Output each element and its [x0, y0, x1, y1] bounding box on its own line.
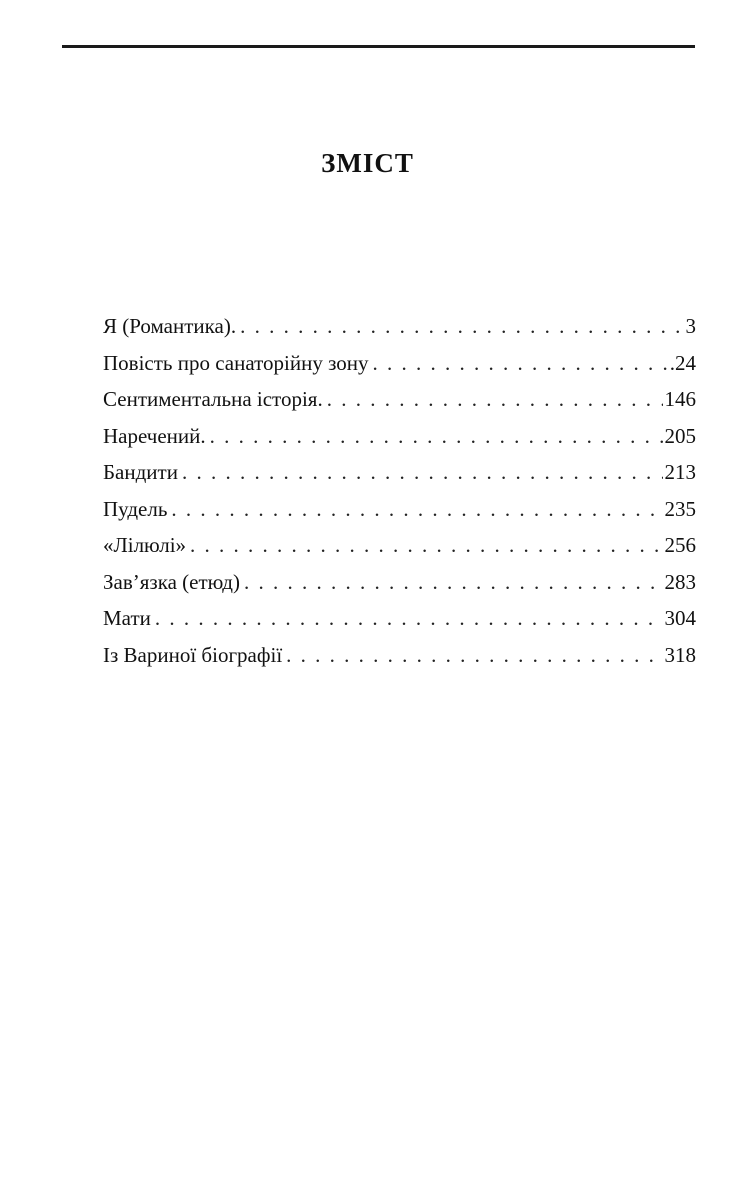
toc-leader-dots — [327, 389, 663, 410]
toc-entry-page: 304 — [664, 606, 696, 630]
toc-entry-page: 205 — [664, 423, 696, 448]
toc-leader-dots — [210, 426, 663, 447]
toc-entry — [103, 423, 696, 463]
page-title: ЗМІСТ — [321, 148, 414, 178]
toc-entry-page: 146 — [664, 387, 696, 411]
toc-entry-title: Пудель — [103, 496, 168, 521]
toc-entry-page: 213 — [664, 460, 696, 484]
toc-entry-title: Із Вариної біографії — [103, 642, 283, 667]
toc-leader-dots — [182, 462, 663, 483]
toc-leader-dots — [171, 499, 662, 520]
toc-entry-title: «Лілюлі» — [103, 533, 187, 557]
header-rule — [62, 45, 695, 48]
toc-entry-title: Сентиментальна історія. — [103, 387, 323, 411]
toc-leader-dots — [155, 608, 663, 629]
toc-entry-title: Мати — [103, 606, 151, 630]
toc-entry — [103, 608, 696, 645]
toc-entry-title: Бандити — [103, 460, 178, 484]
toc-entry-page: 235 — [664, 496, 696, 521]
toc-entry — [103, 496, 696, 536]
toc-entry-page: 318 — [664, 642, 696, 667]
toc-entry — [103, 316, 696, 353]
toc-leader-dots — [286, 645, 662, 666]
toc-entry-title: Наречений. — [103, 423, 206, 448]
toc-leader-dots — [240, 316, 683, 337]
toc-entry — [103, 389, 696, 426]
toc-entry-page: 3 — [685, 314, 696, 338]
toc-entry — [103, 569, 696, 609]
toc-entry-title: Я (Романтика). — [103, 314, 237, 338]
toc-entry — [103, 462, 696, 499]
toc-leader-dots — [373, 353, 668, 374]
toc-entry-page: 256 — [664, 533, 696, 557]
table-of-contents — [103, 316, 696, 681]
toc-leader-dots — [190, 535, 662, 556]
toc-entry — [103, 642, 696, 682]
toc-entry — [103, 350, 696, 390]
toc-leader-dots — [244, 572, 663, 593]
toc-entry-page: .24 — [669, 350, 696, 375]
toc-entry-title: Зав’язка (етюд) — [103, 569, 240, 594]
toc-entry-title: Повість про санаторійну зону — [103, 350, 369, 375]
toc-entry-page: 283 — [664, 569, 696, 594]
toc-entry — [103, 535, 696, 572]
